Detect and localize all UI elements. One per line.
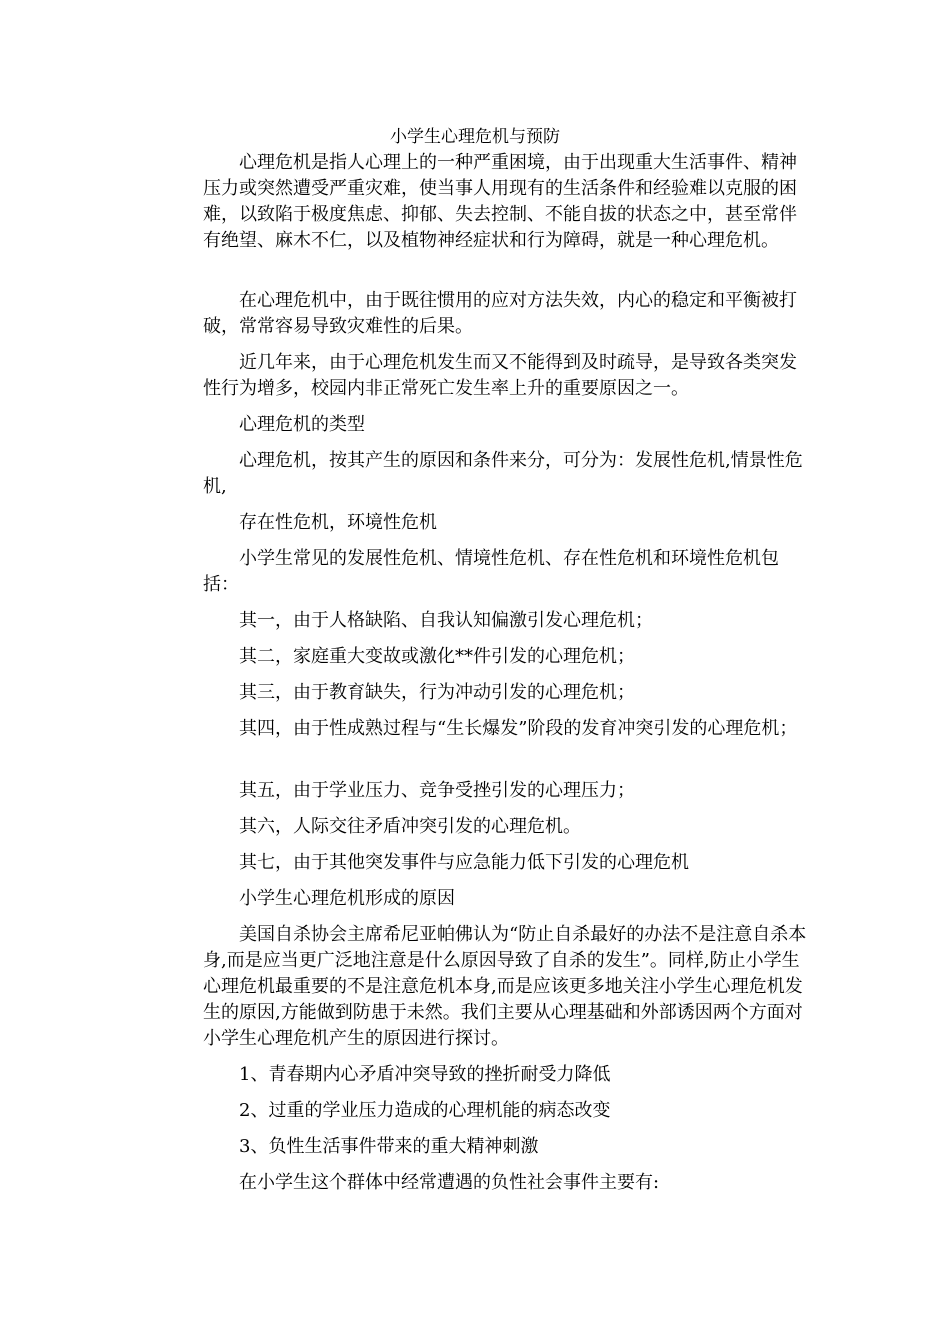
paragraph-definition: 心理危机是指人心理上的一种严重困境，由于出现重大生活事件、精神压力或突然遭受严重灾难，使当事人用现有的生活条件和经验难以克服的困难，以致陷于极度焦虑、抑郁、失去控制、不能自拔的状态之中，甚至常伴有绝望、麻木不仁，以及植物神经症状和行为障碍，就是一种心理危机。 (203, 152, 797, 251)
list-item-1: 其一，由于人格缺陷、自我认知偏激引发心理危机； (239, 610, 653, 631)
list-item-3: 其三，由于教育缺失，行为冲动引发的心理危机； (239, 682, 635, 703)
list-item-2: 其二，家庭重大变故或激化**件引发的心理危机； (239, 646, 635, 667)
paragraph-types-cont: 存在性危机，环境性危机 (239, 512, 437, 533)
section-heading-types: 心理危机的类型 (239, 414, 365, 435)
cause-item-3: 3、负性生活事件带来的重大精神刺激 (239, 1136, 539, 1157)
cause-item-1: 1、青春期内心矛盾冲突导致的挫折耐受力降低 (239, 1064, 611, 1085)
paragraph-negative-events: 在小学生这个群体中经常遭遇的负性社会事件主要有: (239, 1172, 660, 1193)
list-item-4: 其四，由于性成熟过程与“生长爆发”阶段的发育冲突引发的心理危机； (239, 718, 798, 739)
paragraph-types: 心理危机，按其产生的原因和条件来分，可分为：发展性危机,情景性危机, (203, 450, 803, 497)
list-item-5: 其五，由于学业压力、竞争受挫引发的心理压力； (239, 780, 635, 801)
cause-item-2: 2、过重的学业压力造成的心理机能的病态改变 (239, 1100, 611, 1121)
paragraph-recent-years: 近几年来，由于心理危机发生而又不能得到及时疏导，是导致各类突发性行为增多，校园内非正常死亡发生率上升的重要原因之一。 (203, 352, 797, 399)
list-item-7: 其七，由于其他突发事件与应急能力低下引发的心理危机 (239, 852, 689, 873)
paragraph-causes: 美国自杀协会主席希尼亚帕佛认为“防止自杀最好的办法不是注意自杀本身,而是应当更广泛地注意是什么原因导致了自杀的发生”。同样,防止小学生心理危机最重要的不是注意危机本身,而是应该更多地关注小学生心理危机发生的原因,方能做到防患于未然。我们主要从心理基础和外部诱因两个方面对小学生心理危机产生的原因进行探讨。 (203, 924, 807, 1049)
paragraph-crisis-effect: 在心理危机中，由于既往惯用的应对方法失效，内心的稳定和平衡被打破，常常容易导致灾难性的后果。 (203, 290, 797, 337)
section-heading-causes: 小学生心理危机形成的原因 (239, 888, 455, 909)
document-title: 小学生心理危机与预防 (390, 127, 560, 147)
paragraph-common-types: 小学生常见的发展性危机、情境性危机、存在性危机和环境性危机包括： (203, 548, 779, 595)
list-item-6: 其六，人际交往矛盾冲突引发的心理危机。 (239, 816, 581, 837)
